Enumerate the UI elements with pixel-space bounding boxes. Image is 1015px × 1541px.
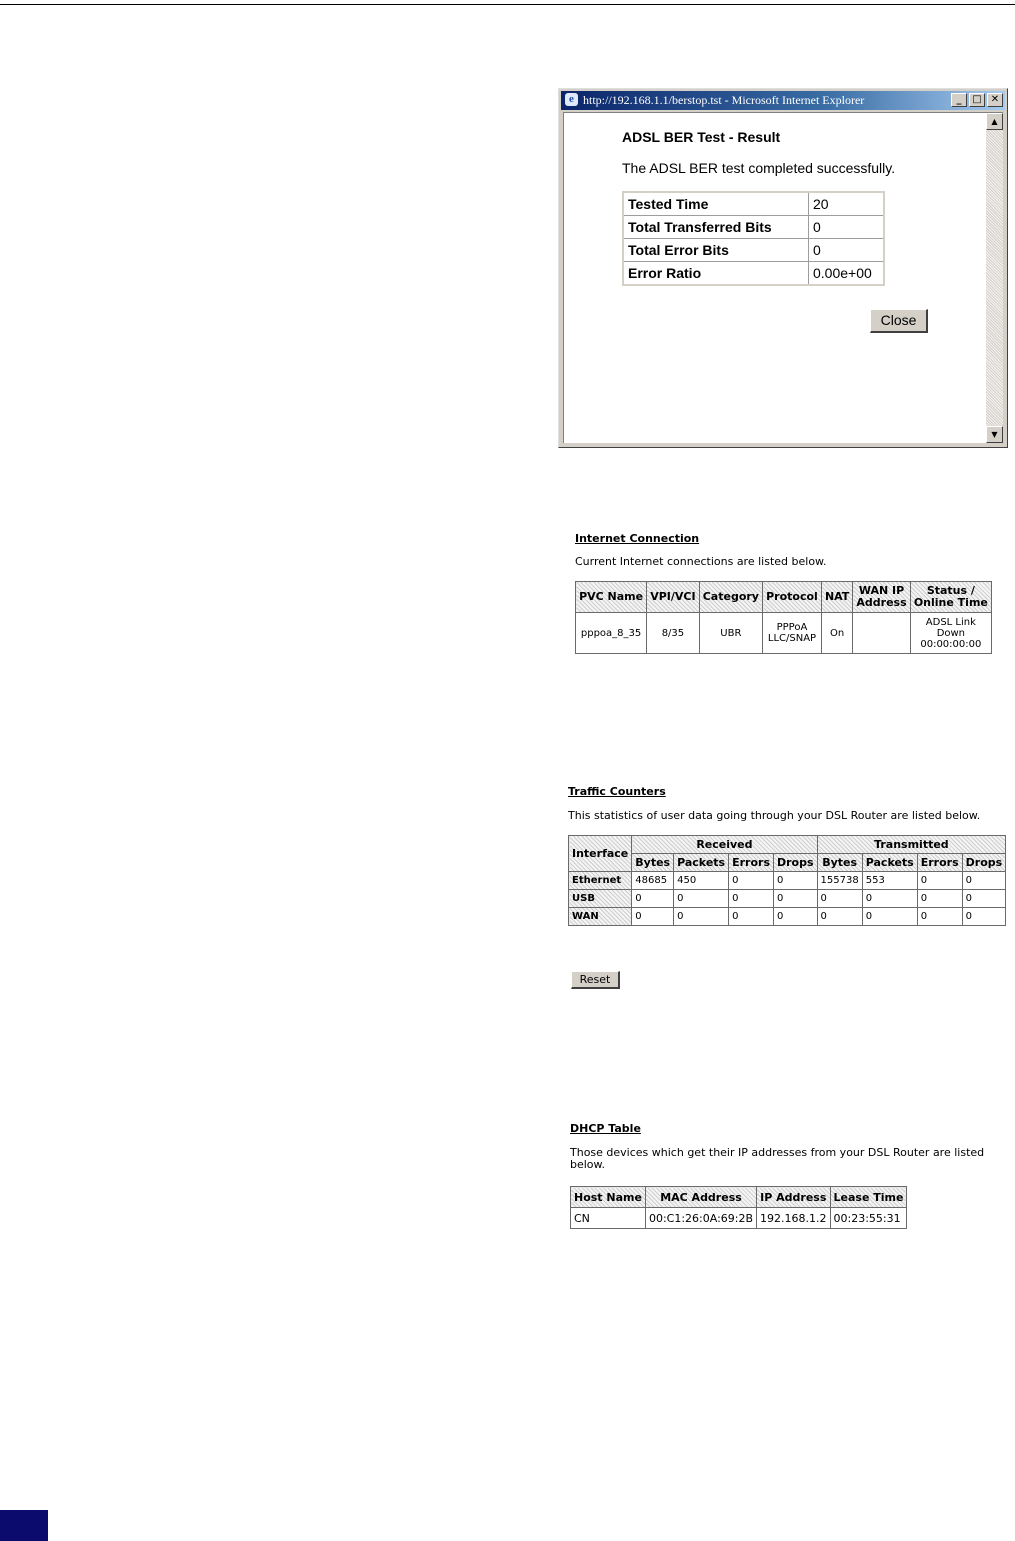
table-row — [623, 192, 884, 216]
column-header-rx-drops: Drops — [774, 854, 818, 872]
table-row — [623, 262, 884, 286]
minimize-button[interactable]: _ — [951, 93, 967, 107]
table-cell: 0 — [917, 908, 962, 926]
table-row — [571, 1208, 907, 1229]
table-header-row — [569, 836, 1006, 854]
cell-wan-ip — [853, 613, 910, 654]
column-header-vpi-vci: VPI/VCI — [647, 582, 699, 613]
table-row — [569, 908, 1006, 926]
table-cell: 0 — [729, 908, 774, 926]
cell-line: 00:00:00:00 — [920, 638, 982, 650]
table-cell: 0 — [729, 890, 774, 908]
column-header-status — [910, 582, 991, 613]
column-header-host-name: Host Name — [571, 1187, 646, 1208]
cell-line: ADSL Link — [925, 616, 976, 628]
row-interface-name: Ethernet — [569, 872, 632, 890]
window-controls — [949, 93, 1003, 108]
table-cell: 0 — [774, 908, 818, 926]
table-cell: 0 — [817, 908, 862, 926]
column-header-tx-errors: Errors — [917, 854, 962, 872]
column-header-tx-packets: Packets — [862, 854, 917, 872]
description-line: below. — [570, 1158, 606, 1171]
column-header-transmitted: Transmitted — [817, 836, 1006, 854]
header-line: Status / — [926, 584, 975, 597]
reset-button[interactable]: Reset — [571, 971, 620, 989]
row-label: Total Transferred Bits — [623, 216, 809, 239]
table-cell: 0 — [632, 908, 674, 926]
dhcp-leases-table — [570, 1186, 907, 1229]
close-button[interactable]: Close — [870, 309, 928, 333]
row-label: Total Error Bits — [623, 239, 809, 262]
table-cell: 0 — [862, 890, 917, 908]
table-cell: 0 — [962, 890, 1006, 908]
column-header-ip-address: IP Address — [757, 1187, 830, 1208]
column-header-pvc-name: PVC Name — [576, 582, 647, 613]
cell-pvc-name: pppoa_8_35 — [576, 613, 647, 654]
table-cell: 0 — [632, 890, 674, 908]
cell-nat: On — [821, 613, 852, 654]
cell-host-name: CN — [571, 1208, 646, 1229]
page-title: ADSL BER Test - Result — [622, 129, 781, 145]
table-cell: 0 — [729, 872, 774, 890]
internet-connection-description: Current Internet connections are listed below. — [575, 555, 827, 568]
table-cell: 0 — [674, 908, 729, 926]
row-label: Error Ratio — [623, 262, 809, 286]
row-interface-name: USB — [569, 890, 632, 908]
table-cell: 0 — [962, 908, 1006, 926]
table-cell: 0 — [674, 890, 729, 908]
ber-result-table — [622, 191, 885, 286]
cell-line: LLC/SNAP — [767, 633, 817, 644]
column-header-rx-bytes: Bytes — [632, 854, 674, 872]
column-header-wan-ip — [853, 582, 910, 613]
cell-category: UBR — [699, 613, 762, 654]
table-row — [623, 239, 884, 262]
page-top-rule — [0, 4, 1015, 5]
cell-vpi-vci: 8/35 — [647, 613, 699, 654]
scroll-up-arrow-icon[interactable]: ▲ — [986, 113, 1003, 130]
column-header-protocol: Protocol — [763, 582, 822, 613]
result-message: The ADSL BER test completed successfully. — [622, 160, 896, 176]
table-row — [569, 872, 1006, 890]
header-line: Address — [856, 596, 907, 609]
cell-line: Down — [936, 627, 966, 639]
row-value: 20 — [809, 192, 885, 216]
column-header-rx-packets: Packets — [674, 854, 729, 872]
header-line: Online Time — [913, 596, 988, 609]
column-header-nat: NAT — [821, 582, 852, 613]
table-cell: 48685 — [632, 872, 674, 890]
row-label: Tested Time — [623, 192, 809, 216]
row-value: 0.00e+00 — [809, 262, 885, 286]
close-window-button[interactable]: ✕ — [987, 93, 1003, 107]
table-cell: 0 — [862, 908, 917, 926]
column-header-rx-errors: Errors — [729, 854, 774, 872]
table-cell: 0 — [774, 890, 818, 908]
cell-status — [910, 613, 991, 654]
traffic-counters-description: This statistics of user data going through your DSL Router are listed below. — [568, 809, 981, 822]
maximize-button[interactable]: □ — [969, 93, 985, 107]
table-cell: 0 — [817, 890, 862, 908]
header-line: WAN IP — [858, 584, 905, 597]
dhcp-table-title: DHCP Table — [570, 1122, 641, 1135]
dhcp-table-description — [570, 1147, 1000, 1171]
table-row — [569, 890, 1006, 908]
table-subheader-row — [569, 854, 1006, 872]
table-cell: 155738 — [817, 872, 862, 890]
column-header-category: Category — [699, 582, 762, 613]
table-cell: 0 — [962, 872, 1006, 890]
column-header-tx-bytes: Bytes — [817, 854, 862, 872]
column-header-tx-drops: Drops — [962, 854, 1006, 872]
table-cell: 0 — [774, 872, 818, 890]
table-row — [576, 613, 992, 654]
table-cell: 0 — [917, 890, 962, 908]
internet-connection-table — [575, 581, 992, 654]
internet-connection-title: Internet Connection — [575, 532, 700, 545]
column-header-received: Received — [632, 836, 817, 854]
window-title: http://192.168.1.1/berstop.tst - Microsoft Internet Explorer — [583, 93, 865, 107]
row-value: 0 — [809, 216, 885, 239]
ber-result-window — [558, 88, 1008, 448]
table-header-row — [571, 1187, 907, 1208]
cell-protocol — [763, 613, 822, 654]
table-row — [623, 216, 884, 239]
scroll-down-arrow-icon[interactable]: ▼ — [986, 426, 1003, 443]
ie-page-icon: e — [565, 93, 578, 106]
cell-lease-time: 00:23:55:31 — [830, 1208, 907, 1229]
page-number-tab — [0, 1510, 48, 1541]
row-interface-name: WAN — [569, 908, 632, 926]
table-cell: 450 — [674, 872, 729, 890]
vertical-scrollbar[interactable] — [986, 113, 1003, 443]
row-value: 0 — [809, 239, 885, 262]
window-content — [563, 112, 1003, 443]
cell-ip-address: 192.168.1.2 — [757, 1208, 830, 1229]
table-cell: 553 — [862, 872, 917, 890]
cell-mac-address: 00:C1:26:0A:69:2B — [645, 1208, 756, 1229]
column-header-interface: Interface — [569, 836, 632, 872]
window-titlebar[interactable] — [561, 91, 1005, 110]
traffic-counters-title: Traffic Counters — [568, 785, 666, 798]
table-cell: 0 — [917, 872, 962, 890]
description-line: Those devices which get their IP addresses from your DSL Router are listed — [570, 1146, 985, 1159]
column-header-mac-address: MAC Address — [645, 1187, 756, 1208]
cell-line: PPPoA — [776, 622, 808, 633]
traffic-counters-table — [568, 835, 1006, 926]
column-header-lease-time: Lease Time — [830, 1187, 907, 1208]
table-header-row — [576, 582, 992, 613]
